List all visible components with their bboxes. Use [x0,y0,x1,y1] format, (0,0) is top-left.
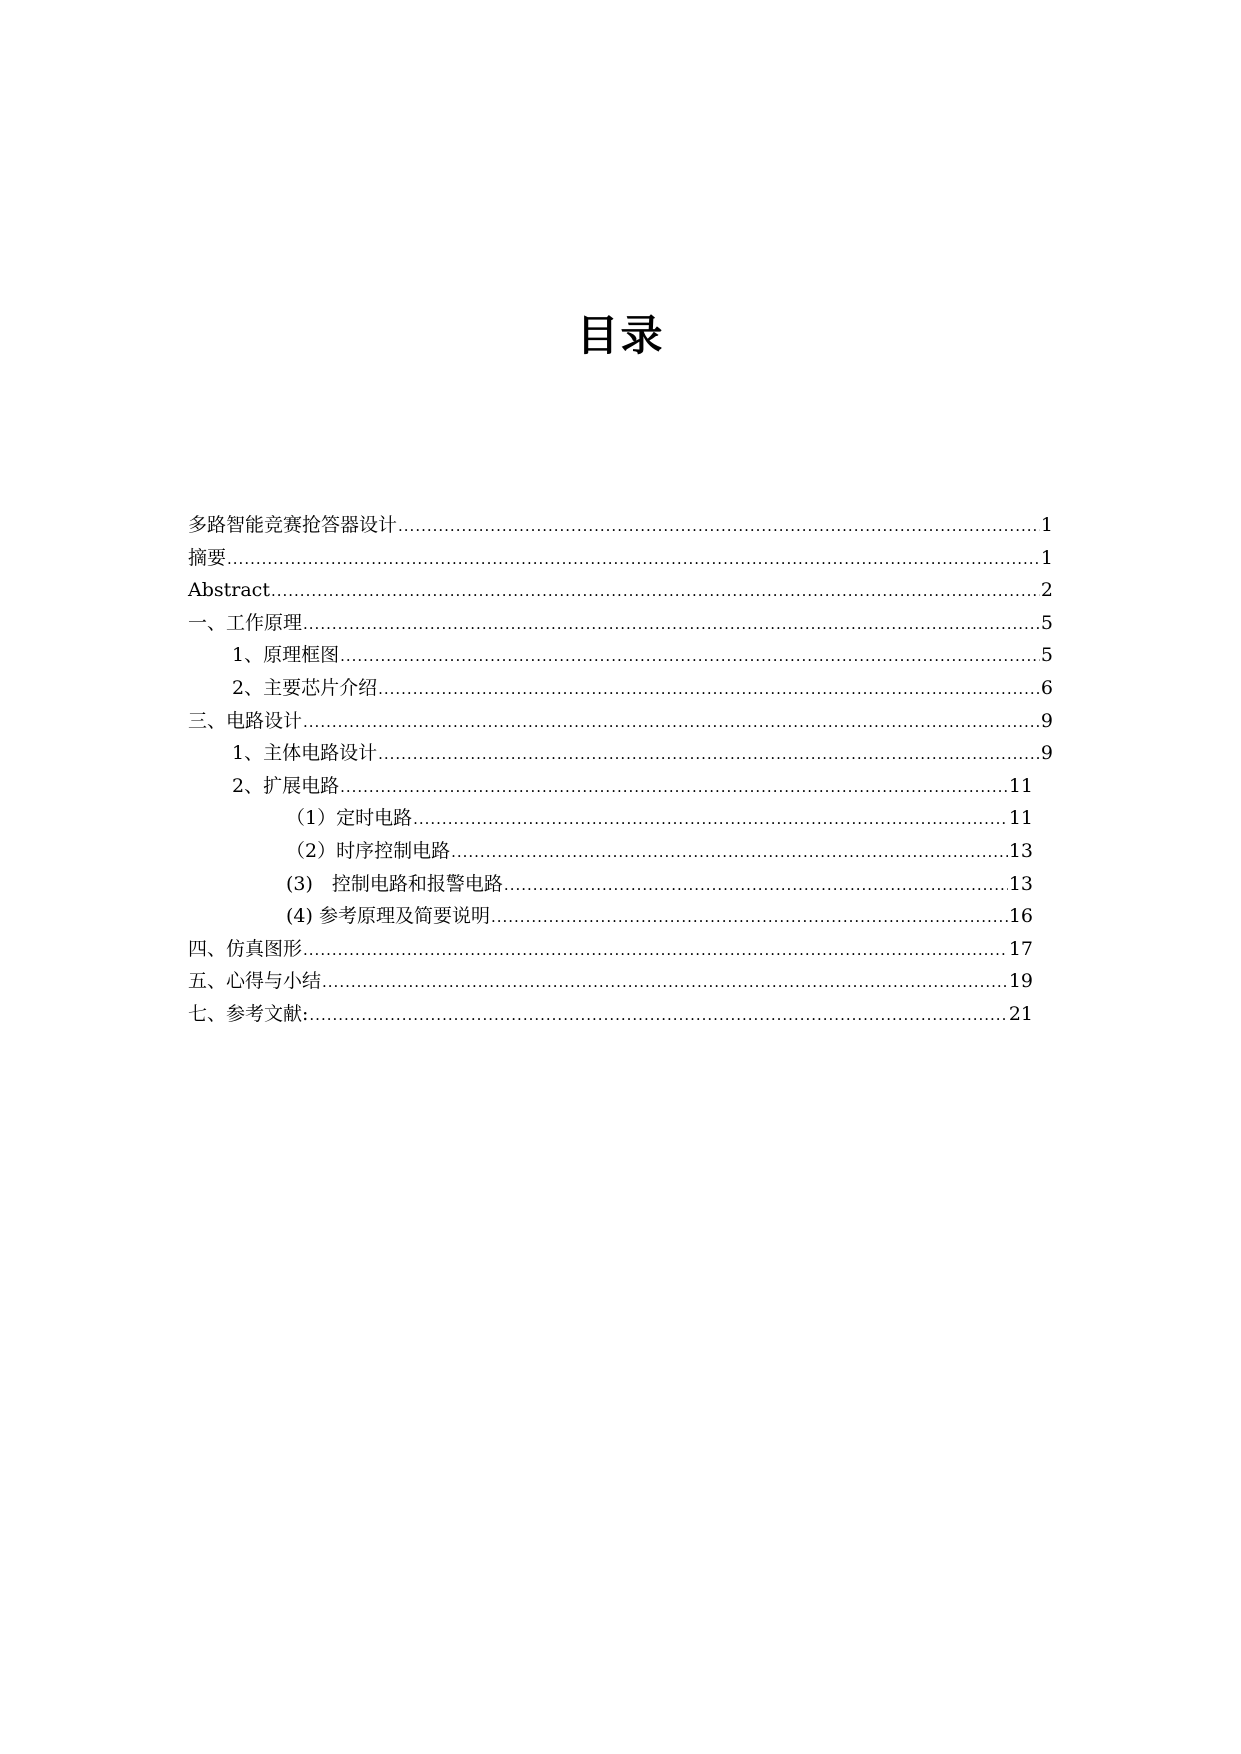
toc-entry[interactable] [188,607,1053,640]
toc-entry-title: 摘要 [188,546,227,569]
toc-entry[interactable] [188,835,1053,868]
toc-entry[interactable] [188,509,1053,542]
toc-entry-page: 11 [1008,774,1033,797]
toc-entry-page: 1 [1040,546,1053,569]
toc-entry-title: 1、主体电路设计 [232,742,378,765]
toc-entry[interactable] [188,737,1053,770]
toc-entry[interactable] [188,639,1053,672]
toc-entry-title: 五、心得与小结 [188,970,322,993]
dot-leader [451,836,1008,869]
toc-entry[interactable] [188,705,1053,738]
toc-entry[interactable] [188,965,1053,998]
toc-entry[interactable] [188,900,1053,933]
dot-leader [378,738,1040,771]
toc-entry[interactable] [188,868,1053,901]
dot-leader [398,510,1040,543]
toc-entry-page: 1 [1040,514,1053,536]
toc-entry-title: 2、主要芯片介绍 [232,676,378,699]
toc-entry[interactable] [188,672,1053,705]
toc-entry[interactable] [188,933,1053,966]
dot-leader [504,869,1008,902]
toc-entry-title: （1）定时电路 [286,807,413,830]
toc-entry-title: 三、电路设计 [188,709,303,732]
toc-entry-page: 16 [1008,905,1033,928]
toc-entry-page: 5 [1040,644,1053,667]
toc-entry-page: 21 [1008,1002,1033,1025]
dot-leader [491,901,1008,934]
dot-leader [413,803,1008,836]
toc-entry-title: (4) 参考原理及简要说明 [286,905,490,928]
toc-entry-title: 七、参考文献: [188,1002,309,1025]
toc-entry-page: 6 [1040,676,1053,699]
toc-entry-title: 多路智能竞赛抢答器设计 [188,514,398,536]
toc-entry[interactable] [188,574,1053,607]
toc-entry[interactable] [188,542,1053,575]
dot-leader [340,771,1008,804]
dot-leader [340,640,1040,673]
toc-entry-title: (3) 控制电路和报警电路 [286,872,503,895]
dot-leader [378,673,1040,706]
toc-title: 目录 [576,311,665,361]
toc-entry[interactable] [188,998,1053,1031]
toc-entry-page: 2 [1040,579,1053,602]
dot-leader [303,934,1008,967]
toc-entry[interactable] [188,770,1053,803]
toc-entry-title: （2）时序控制电路 [286,839,451,862]
toc-entry-page: 13 [1008,839,1033,862]
toc-list [188,509,1053,1031]
toc-entry-page: 5 [1040,611,1053,634]
toc-entry[interactable] [188,802,1053,835]
dot-leader [309,999,1007,1032]
dot-leader [271,575,1040,608]
toc-entry-title: 1、原理框图 [232,644,340,667]
toc-entry-title: 四、仿真图形 [188,937,303,960]
toc-entry-title: 2、扩展电路 [232,774,340,797]
toc-entry-page: 9 [1040,742,1053,765]
toc-entry-title: Abstract [188,579,270,602]
toc-entry-page: 19 [1008,970,1033,993]
dot-leader [303,608,1040,641]
toc-entry-page: 13 [1008,872,1033,895]
dot-leader [303,706,1040,739]
toc-entry-page: 9 [1040,709,1053,732]
toc-entry-page: 11 [1008,807,1033,830]
toc-entry-page: 17 [1008,937,1033,960]
dot-leader [227,543,1040,576]
dot-leader [322,966,1008,999]
toc-entry-title: 一、工作原理 [188,611,303,634]
